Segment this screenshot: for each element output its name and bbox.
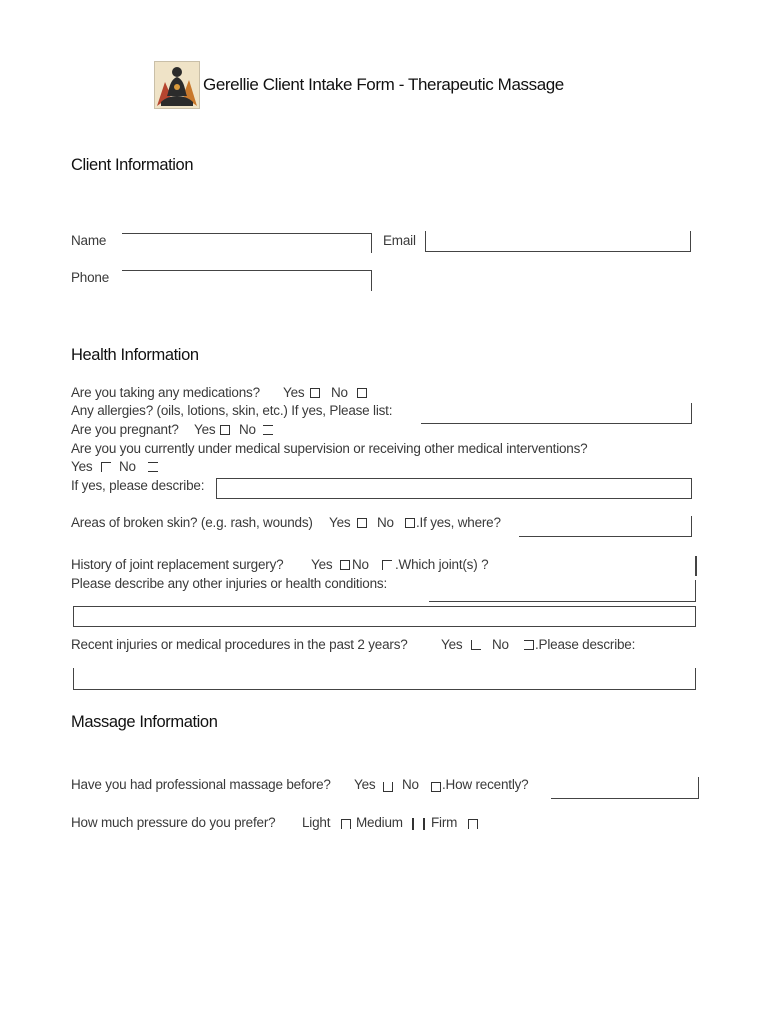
medications-yes-label: Yes <box>283 385 305 400</box>
pressure-firm-checkbox[interactable] <box>468 819 478 829</box>
broken-skin-no-checkbox[interactable] <box>405 518 415 528</box>
other-conditions-input-line[interactable] <box>429 580 696 602</box>
pressure-light-checkbox[interactable] <box>341 819 351 829</box>
broken-skin-yes-checkbox[interactable] <box>357 518 367 528</box>
supervision-yes-label: Yes <box>71 459 93 474</box>
massage-information-heading: Massage Information <box>71 713 218 731</box>
meditating-figure-logo-icon <box>154 61 200 109</box>
name-label: Name <box>71 233 107 248</box>
phone-input[interactable] <box>122 270 372 291</box>
medications-no-label: No <box>331 385 348 400</box>
joint-no-label: No <box>352 557 369 572</box>
client-information-heading: Client Information <box>71 156 194 174</box>
other-conditions-question: Please describe any other injuries or health conditions: <box>71 576 387 591</box>
pressure-light-label: Light <box>302 815 331 830</box>
recent-injuries-yes-label: Yes <box>441 637 463 652</box>
medications-question: Are you taking any medications? <box>71 385 260 400</box>
email-label: Email <box>383 233 416 248</box>
pressure-medium-checkbox-edge <box>423 818 425 830</box>
broken-skin-where-input[interactable] <box>519 516 692 537</box>
professional-massage-question: Have you had professional massage before? <box>71 777 331 792</box>
supervision-no-label: No <box>119 459 136 474</box>
pregnant-yes-checkbox[interactable] <box>220 425 230 435</box>
allergies-question: Any allergies? (oils, lotions, skin, etc.) If yes, Please list: <box>71 403 393 418</box>
how-recently-input[interactable] <box>551 777 699 799</box>
joint-yes-checkbox[interactable] <box>340 560 350 570</box>
pregnant-no-label: No <box>239 422 256 437</box>
broken-skin-no-label: No <box>377 515 394 530</box>
medications-yes-checkbox[interactable] <box>310 388 320 398</box>
professional-yes-label: Yes <box>354 777 376 792</box>
form-title: Gerellie Client Intake Form - Therapeutic Massage <box>203 75 564 94</box>
how-recently-label: .How recently? <box>442 777 529 792</box>
pressure-question: How much pressure do you prefer? <box>71 815 276 830</box>
other-conditions-input[interactable] <box>73 606 696 627</box>
professional-no-checkbox[interactable] <box>431 782 441 792</box>
broken-skin-where-label: .If yes, where? <box>416 515 501 530</box>
pressure-firm-label: Firm <box>431 815 458 830</box>
name-input[interactable] <box>122 233 372 253</box>
pregnant-yes-label: Yes <box>194 422 216 437</box>
please-describe-label: .Please describe: <box>535 637 636 652</box>
joint-no-checkbox[interactable] <box>382 560 392 570</box>
email-input[interactable] <box>425 231 691 252</box>
supervision-yes-checkbox[interactable] <box>101 462 111 472</box>
pressure-medium-checkbox[interactable] <box>412 818 414 830</box>
describe-label: If yes, please describe: <box>71 478 205 493</box>
which-joint-label: .Which joint(s) ? <box>395 557 489 572</box>
pregnant-question: Are you pregnant? <box>71 422 179 437</box>
joint-yes-label: Yes <box>311 557 333 572</box>
medical-supervision-question: Are you you currently under medical supervision or receiving other medical interventions? <box>71 441 588 456</box>
broken-skin-yes-label: Yes <box>329 515 351 530</box>
health-information-heading: Health Information <box>71 346 199 364</box>
allergies-input[interactable] <box>421 403 692 424</box>
joint-field-edge <box>695 556 697 576</box>
phone-label: Phone <box>71 270 110 285</box>
medications-no-checkbox[interactable] <box>357 388 367 398</box>
supervision-no-checkbox[interactable] <box>148 462 158 472</box>
recent-injuries-no-label: No <box>492 637 509 652</box>
recent-injuries-input[interactable] <box>73 668 696 690</box>
broken-skin-question: Areas of broken skin? (e.g. rash, wounds) <box>71 515 313 530</box>
supervision-describe-input[interactable] <box>216 478 692 499</box>
pressure-medium-label: Medium <box>356 815 403 830</box>
recent-injuries-yes-checkbox[interactable] <box>471 640 481 650</box>
professional-yes-checkbox[interactable] <box>383 782 393 792</box>
joint-replacement-question: History of joint replacement surgery? <box>71 557 284 572</box>
recent-injuries-no-checkbox[interactable] <box>524 640 534 650</box>
professional-no-label: No <box>402 777 419 792</box>
pregnant-no-checkbox[interactable] <box>263 425 273 435</box>
recent-injuries-question: Recent injuries or medical procedures in the past 2 years? <box>71 637 408 652</box>
